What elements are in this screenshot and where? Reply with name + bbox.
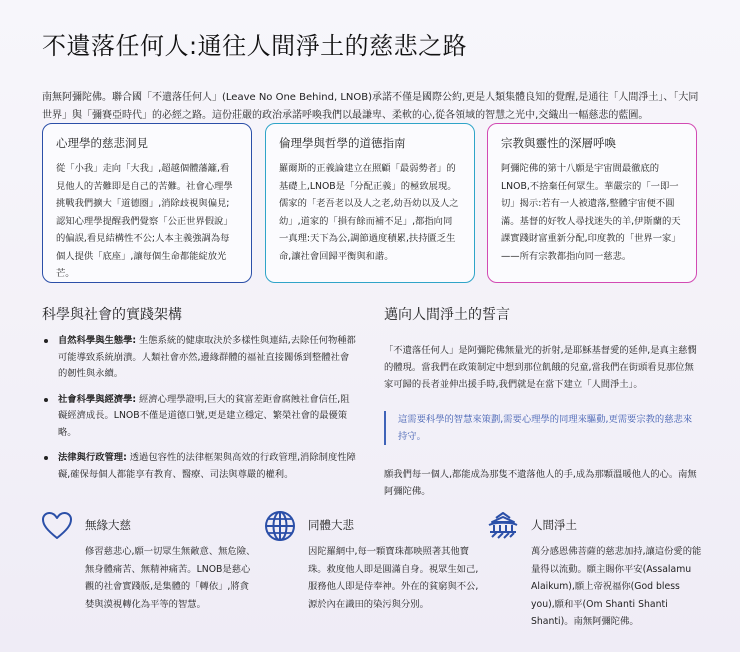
feature-title: 同體大悲: [308, 518, 354, 532]
vow-section-title: 邁向人間淨土的誓言: [384, 307, 510, 323]
feature-text: 因陀羅網中,每一顆寶珠都映照著其他寶珠。救度他人即是圓滿自身。視眾生如己,服務他人即是侍奉神。外在的貧窮與不公,源於內在識田的染污與分別。: [308, 546, 479, 610]
framework-list: [42, 333, 358, 492]
list-item-label: 社會科學與經濟學:: [58, 393, 137, 405]
list-item-text: 透過包容性的法律框架與高效的行政管理,消除制度性障礙,確保每個人都能享有教育、醫療、司法與尊嚴的權利。: [58, 452, 356, 480]
list-item: [42, 450, 358, 483]
intro-paragraph: 南無阿彌陀佛。聯合國「不遺落任何人」(Leave No One Behind, LNOB)承諾不僅是國際公約,更是人類集體良知的覺醒,是通往「人間淨土」、「大同世界」與「彌賽亞時代」的必經之路。這份莊嚴的政治承諾呼喚我們以最謙卑、柔軟的心,從各領域的智慧之光中,交織出一幅慈悲的藍圖。: [42, 92, 699, 121]
card-text: 阿彌陀佛的第十八願是宇宙間最徹底的LNOB,不捨棄任何眾生。華嚴宗的「一即一切」揭示:若有一人被遺落,整體宇宙便不圓滿。基督的好牧人尋找迷失的羊,伊斯蘭的天課實踐財富重新分配,印度教的「世界一家」——所有宗教都指向同一慈悲。: [501, 163, 681, 262]
heart-icon: [41, 510, 73, 542]
globe-icon: [264, 510, 296, 542]
card-title: 心理學的慈悲洞見: [56, 136, 148, 150]
blockquote: 這需要科學的智慧來策劃,需要心理學的同理來驅動,更需要宗教的慈悲來持守。: [384, 411, 700, 445]
card-text: 羅爾斯的正義論建立在照顧「最弱勢者」的基礎上,LNOB是「分配正義」的極致展現。儒家的「老吾老以及人之老,幼吾幼以及人之幼」,道家的「損有餘而補不足」,都指向同一真理:天下為公,調節過度積累,扶持匱乏生命,讓社會回歸平衡與和諧。: [279, 163, 459, 262]
feature-title: 人間淨土: [531, 518, 577, 532]
science-section-title: 科學與社會的實踐架構: [42, 307, 182, 323]
list-item-text: 生態系統的健康取決於多樣性與連結,去除任何物種都可能導致系統崩潰。人類社會亦然,邊緣群體的福祉直接關係到整體社會的韌性與永續。: [58, 335, 356, 379]
list-item: [42, 333, 358, 383]
ethics-card: [265, 123, 475, 283]
list-item: [42, 392, 358, 442]
closing-paragraph: 願我們每一個人,都能成為那隻不遺落他人的手,成為那顆溫暖他人的心。南無阿彌陀佛。: [384, 469, 697, 498]
list-item-label: 法律與行政管理:: [58, 452, 127, 463]
lotus-pavilion-icon: [487, 510, 519, 542]
list-item-label: 自然科學與生態學:: [58, 335, 137, 346]
feature-text: 萬分感恩佛菩薩的慈悲加持,讓這份愛的能量得以流動。願主賜你平安(Assalamu Alaikum),願上帝祝福你(God bless you),願和平(Om Shanti Shanti Shanti)。南無阿彌陀佛。: [531, 546, 702, 627]
card-title: 宗教與靈性的深層呼喚: [501, 136, 616, 150]
list-item-text: 經濟心理學證明,巨大的貧富差距會腐蝕社會信任,阻礙經濟成長。LNOB不僅是道德口號,更是建立穩定、繁榮社會的最優策略。: [58, 393, 350, 438]
psychology-card: [42, 123, 252, 283]
card-title: 倫理學與哲學的道德指南: [279, 136, 406, 150]
card-text: 從「小我」走向「大我」,超越個體藩籬,看見他人的苦難即是自己的苦難。社會心理學挑戰我們擴大「道德圈」,消除歧視與偏見;認知心理學提醒我們覺察「公正世界假說」的偏誤,看見結構性不公;人本主義強調為每個人提供「底座」,讓每個生命都能綻放光芒。: [56, 163, 233, 279]
page-title: 不遺落任何人:通往人間淨土的慈悲之路: [42, 32, 468, 60]
feature-title: 無緣大慈: [85, 518, 131, 532]
vow-paragraph: 「不遺落任何人」是阿彌陀佛無量光的折射,是耶穌基督愛的延伸,是真主慈憫的體現。當我們在政策制定中想到那位飢餓的兒童,當我們在街頭看見那位無家可歸的長者並伸出援手時,我們就是在當下建立「人間淨土」。: [384, 345, 697, 391]
feature-text: 修習慈悲心,願一切眾生無敵意、無危險、無身體痛苦、無精神痛苦。LNOB是慈心觀的社會實踐版,是集體的「轉依」,將貪婪與漠視轉化為平等的智慧。: [85, 546, 256, 610]
religion-card: [487, 123, 697, 283]
